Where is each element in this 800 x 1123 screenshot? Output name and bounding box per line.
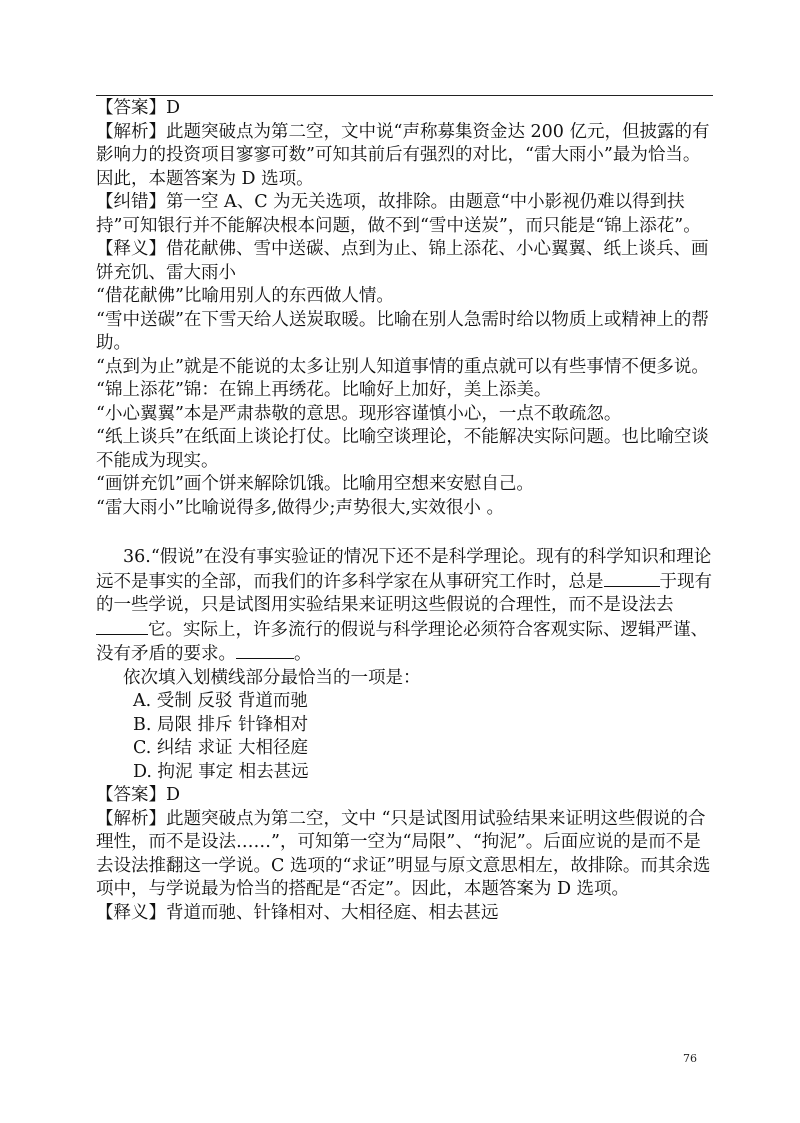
fill-blank-1 <box>604 570 660 587</box>
page-content <box>96 97 716 925</box>
meaning-item: “雪中送碳”在下雪天给人送炭取暖。比喻在别人急需时给以物质上或精神上的帮助。 <box>96 309 709 353</box>
option-d: D. 拘泥 事定 相去甚远 <box>133 761 309 782</box>
correction-paragraph: 【纠错】第一空 A、C 为无关选项，故排除。由题意“中小影视仍难以得到扶持”可知银行并不能解决根本问题，做不到“雪中送炭”，而只能是“锦上添花”。 <box>96 192 701 236</box>
question-stem: 36.“假说”在没有事实验证的情况下还不是科学理论。现有的科学知识和理论远不是事实的全部，而我们的许多科学家在从事研究工作时，总是 于现有的一些学说，只是试图用实验结果来证明这些假说的合理性，而不是设法去它。实际上，许多流行的假说与科学理论必须符合客观实际、逻辑严谨、没有矛盾的要求。 。 <box>96 547 712 664</box>
meaning-item: “画饼充饥”画个饼来解除饥饿。比喻用空想来安慰自己。 <box>96 474 534 494</box>
page-number: 76 <box>683 1052 697 1065</box>
option-b: B. 局限 排斥 针锋相对 <box>133 714 309 735</box>
answer-label: 【答案】D <box>96 98 181 118</box>
meaning-item: “点到为止”就是不能说的太多让别人知道事情的重点就可以有些事情不便多说。 <box>96 356 709 377</box>
meaning-list: 【释义】借花献佛、雪中送碳、点到为止、锦上添花、小心翼翼、纸上谈兵、画饼充饥、雷大雨小 <box>96 239 709 283</box>
answer-label: 【答案】D <box>96 785 181 805</box>
meaning-item: “锦上添花”锦：在锦上再绣花。比喻好上加好，美上添美。 <box>96 380 552 400</box>
option-a: A. 受制 反驳 背道而驰 <box>133 691 308 711</box>
section-gap <box>96 520 716 546</box>
question-prompt: 依次填入划横线部分最恰当的一项是： <box>123 667 421 688</box>
meaning-item: “雷大雨小”比喻说得多,做得少;声势很大,实效很小 。 <box>96 497 504 518</box>
fill-blank-2 <box>96 618 148 635</box>
option-c: C. 纠结 求证 大相径庭 <box>133 738 309 758</box>
meaning-item: “小心翼翼”本是严肃恭敬的意思。现形容谨慎小心，一点不敢疏忽。 <box>96 403 622 424</box>
meaning-item: “纸上谈兵”在纸面上谈论打仗。比喻空谈理论，不能解决实际问题。也比喻空谈不能成为现实。 <box>96 427 709 471</box>
analysis-paragraph: 【解析】此题突破点为第二空，文中说“声称募集资金达 200 亿元，但披露的有影响力的投资项目寥寥可数”可知其前后有强烈的对比，“雷大雨小”最为恰当。因此，本题答案为 D 选项。 <box>96 121 710 189</box>
meaning-item: “借花献佛”比喻用别人的东西做人情。 <box>96 286 394 306</box>
analysis-paragraph: 【解析】此题突破点为第二空，文中 “只是试图用试验结果来证明这些假说的合理性，而不是设法……”，可知第一空为“局限”、“拘泥”。后面应说的是而不是去设法推翻这一学说。C 选项的“求证”明显与原文意思相左，故排除。而其余选项中，与学说最为恰当的搭配是“否定”。因此，本题答案为 D 选项。 <box>96 808 711 899</box>
fill-blank-3 <box>236 642 294 659</box>
header-rule <box>96 95 713 96</box>
meaning-list: 【释义】背道而驰、针锋相对、大相径庭、相去甚远 <box>96 902 499 923</box>
